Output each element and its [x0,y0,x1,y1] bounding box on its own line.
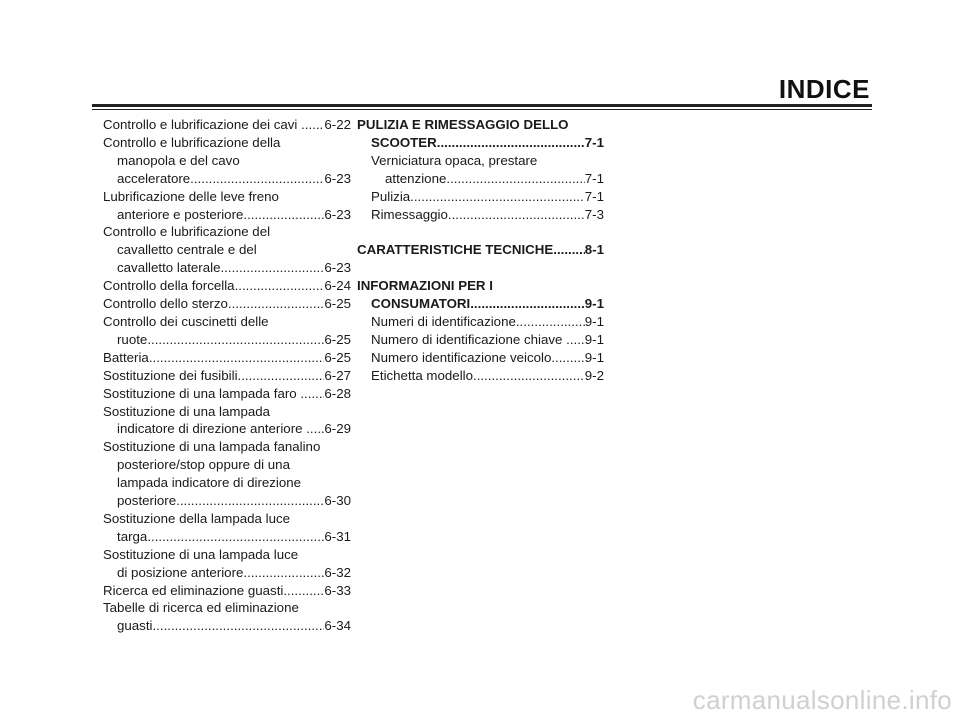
toc-entry[interactable] [357,331,604,349]
page-number: 6-30 [324,493,351,509]
dot-leader [238,367,325,385]
toc-entry-text: di posizione anteriore [117,564,244,580]
toc-entry[interactable] [357,152,604,188]
page-number: 9-1 [584,314,604,330]
page-number: 9-1 [584,349,604,365]
toc-entry-text: Ricerca ed eliminazione guasti [103,582,284,598]
toc-entry[interactable] [357,206,604,224]
dot-leader [516,313,585,331]
page-number: 6-29 [324,421,351,437]
dot-leader [147,331,324,349]
toc-left-column [103,116,351,635]
toc-entry[interactable] [357,188,604,206]
toc-entry-text: Controllo della forcella [103,278,235,294]
toc-entry-text: posteriore/stop oppure di una [117,457,290,473]
toc-entry-text: SCOOTER [371,134,437,150]
dot-leader [311,385,324,403]
toc-section-heading[interactable] [357,277,604,313]
page-number: 6-23 [324,170,351,186]
dot-leader [446,170,584,188]
dot-leader [149,349,325,367]
toc-entry-text: Controllo e lubrificazione della [103,134,281,150]
toc-entry-text: indicatore di direzione anteriore .. [117,421,314,437]
dot-leader [314,420,325,438]
toc-entry-text: Lubrificazione delle leve freno [103,188,279,204]
page-number: 6-25 [324,349,351,365]
dot-leader [410,188,585,206]
toc-right-column [357,116,604,385]
toc-entry[interactable] [103,313,351,349]
dot-leader [147,528,324,546]
toc-entry[interactable] [103,188,351,224]
toc-entry[interactable] [103,277,351,295]
dot-leader [553,241,585,259]
page-number: 6-23 [324,206,351,222]
section-spacer [357,223,604,241]
header-rule-thin [92,109,872,110]
dot-leader [473,367,585,385]
page-number: 7-1 [584,170,604,186]
toc-entry-text: INFORMAZIONI PER I [357,278,493,294]
page-number: 6-33 [324,582,351,598]
toc-entry-text: Pulizia [371,188,411,204]
page-number: 6-34 [324,618,351,634]
toc-entry-text: Tabelle di ricerca ed eliminazione [103,600,299,616]
toc-entry-text: Controllo dello sterzo [103,296,228,312]
toc-section-heading[interactable] [357,116,604,152]
toc-entry-text: guasti [117,618,153,634]
toc-entry[interactable] [103,510,351,546]
toc-entry-text: cavalletto centrale e del [117,242,257,258]
dot-leader [190,170,324,188]
toc-entry[interactable] [103,546,351,582]
dot-leader [470,295,585,313]
page-number: 8-1 [584,242,604,258]
page-number: 9-1 [584,332,604,348]
toc-entry-text: targa [117,528,148,544]
dot-leader [220,259,324,277]
toc-entry-text: Numero identificazione veicolo......... [371,349,585,365]
toc-entry[interactable] [357,349,604,367]
header-rule-thick [92,104,872,107]
toc-entry[interactable] [103,599,351,635]
page-number: 7-3 [584,206,604,222]
page-number: 7-1 [584,188,604,204]
toc-entry-text: ruote [117,331,148,347]
page-number: 6-25 [324,296,351,312]
toc-entry-text: Sostituzione dei fusibili [103,367,238,383]
page-number: 6-28 [324,385,351,401]
page-number: 6-27 [324,367,351,383]
toc-entry-text: Numeri di identificazione [371,314,516,330]
toc-entry[interactable] [103,438,351,510]
dot-leader [228,295,324,313]
dot-leader [152,617,324,635]
page-number: 9-1 [584,296,604,312]
page-number: 6-23 [324,260,351,276]
toc-entry-text: Controllo e lubrificazione del [103,224,271,240]
toc-entry-text: CARATTERISTICHE TECNICHE [357,242,554,258]
toc-entry[interactable] [103,295,351,313]
dot-leader [235,277,325,295]
toc-entry-text: PULIZIA E RIMESSAGGIO DELLO [357,117,569,132]
page-number: 6-32 [324,564,351,580]
toc-entry[interactable] [103,367,351,385]
toc-entry-text: lampada indicatore di direzione [117,475,302,491]
page-number: 6-22 [324,117,351,132]
toc-entry[interactable] [103,403,351,439]
dot-leader [243,206,324,224]
toc-entry[interactable] [103,134,351,188]
dot-leader [243,564,324,582]
toc-entry-text: Controllo e lubrificazione dei cavi .. [103,117,309,132]
toc-entry-text: manopola e del cavo [117,152,240,168]
toc-entry[interactable] [357,367,604,385]
toc-entry-text: Numero di identificazione chiave ..... [371,332,585,348]
toc-entry-text: Sostituzione della lampada luce [103,510,291,526]
dot-leader [176,492,324,510]
toc-entry[interactable] [103,349,351,367]
toc-entry[interactable] [103,223,351,277]
toc-entry-text: cavalletto laterale [117,260,221,276]
page-number: 9-2 [584,367,604,383]
toc-entry[interactable] [103,582,351,600]
page-number: 6-24 [324,278,351,294]
toc-entry-text: Sostituzione di una lampada luce [103,546,299,562]
toc-entry-text: anteriore e posteriore [117,206,244,222]
toc-entry-text: acceleratore [117,170,191,186]
toc-entry-text: Rimessaggio [371,206,448,222]
dot-leader [448,206,585,224]
page-title: INDICE [778,74,870,104]
dot-leader [437,134,585,152]
dot-leader [308,116,324,134]
watermark: carmanualsonline.info [692,685,952,715]
toc-entry-text: posteriore [117,493,177,509]
toc-entry-text: Verniciatura opaca, prestare [371,152,538,168]
toc-entry[interactable] [103,116,351,134]
toc-entry-text: attenzione [385,170,447,186]
page-number: 7-1 [584,134,604,150]
dot-leader [283,582,324,600]
toc-entry[interactable] [103,385,351,403]
toc-entry[interactable] [357,313,604,331]
section-spacer [357,259,604,277]
toc-entry-text: Sostituzione di una lampada fanalino [103,439,321,455]
toc-entry-text: Batteria [103,349,149,365]
toc-entry-text: Sostituzione di una lampada faro ... [103,385,312,401]
page-number: 6-31 [324,528,351,544]
toc-entry-text: CONSUMATORI [371,296,471,312]
page-number: 6-25 [324,331,351,347]
toc-section-heading[interactable] [357,241,604,259]
toc-entry-text: Etichetta modello [371,367,473,383]
toc-entry-text: Sostituzione di una lampada [103,403,271,419]
toc-entry-text: Controllo dei cuscinetti delle [103,313,269,329]
